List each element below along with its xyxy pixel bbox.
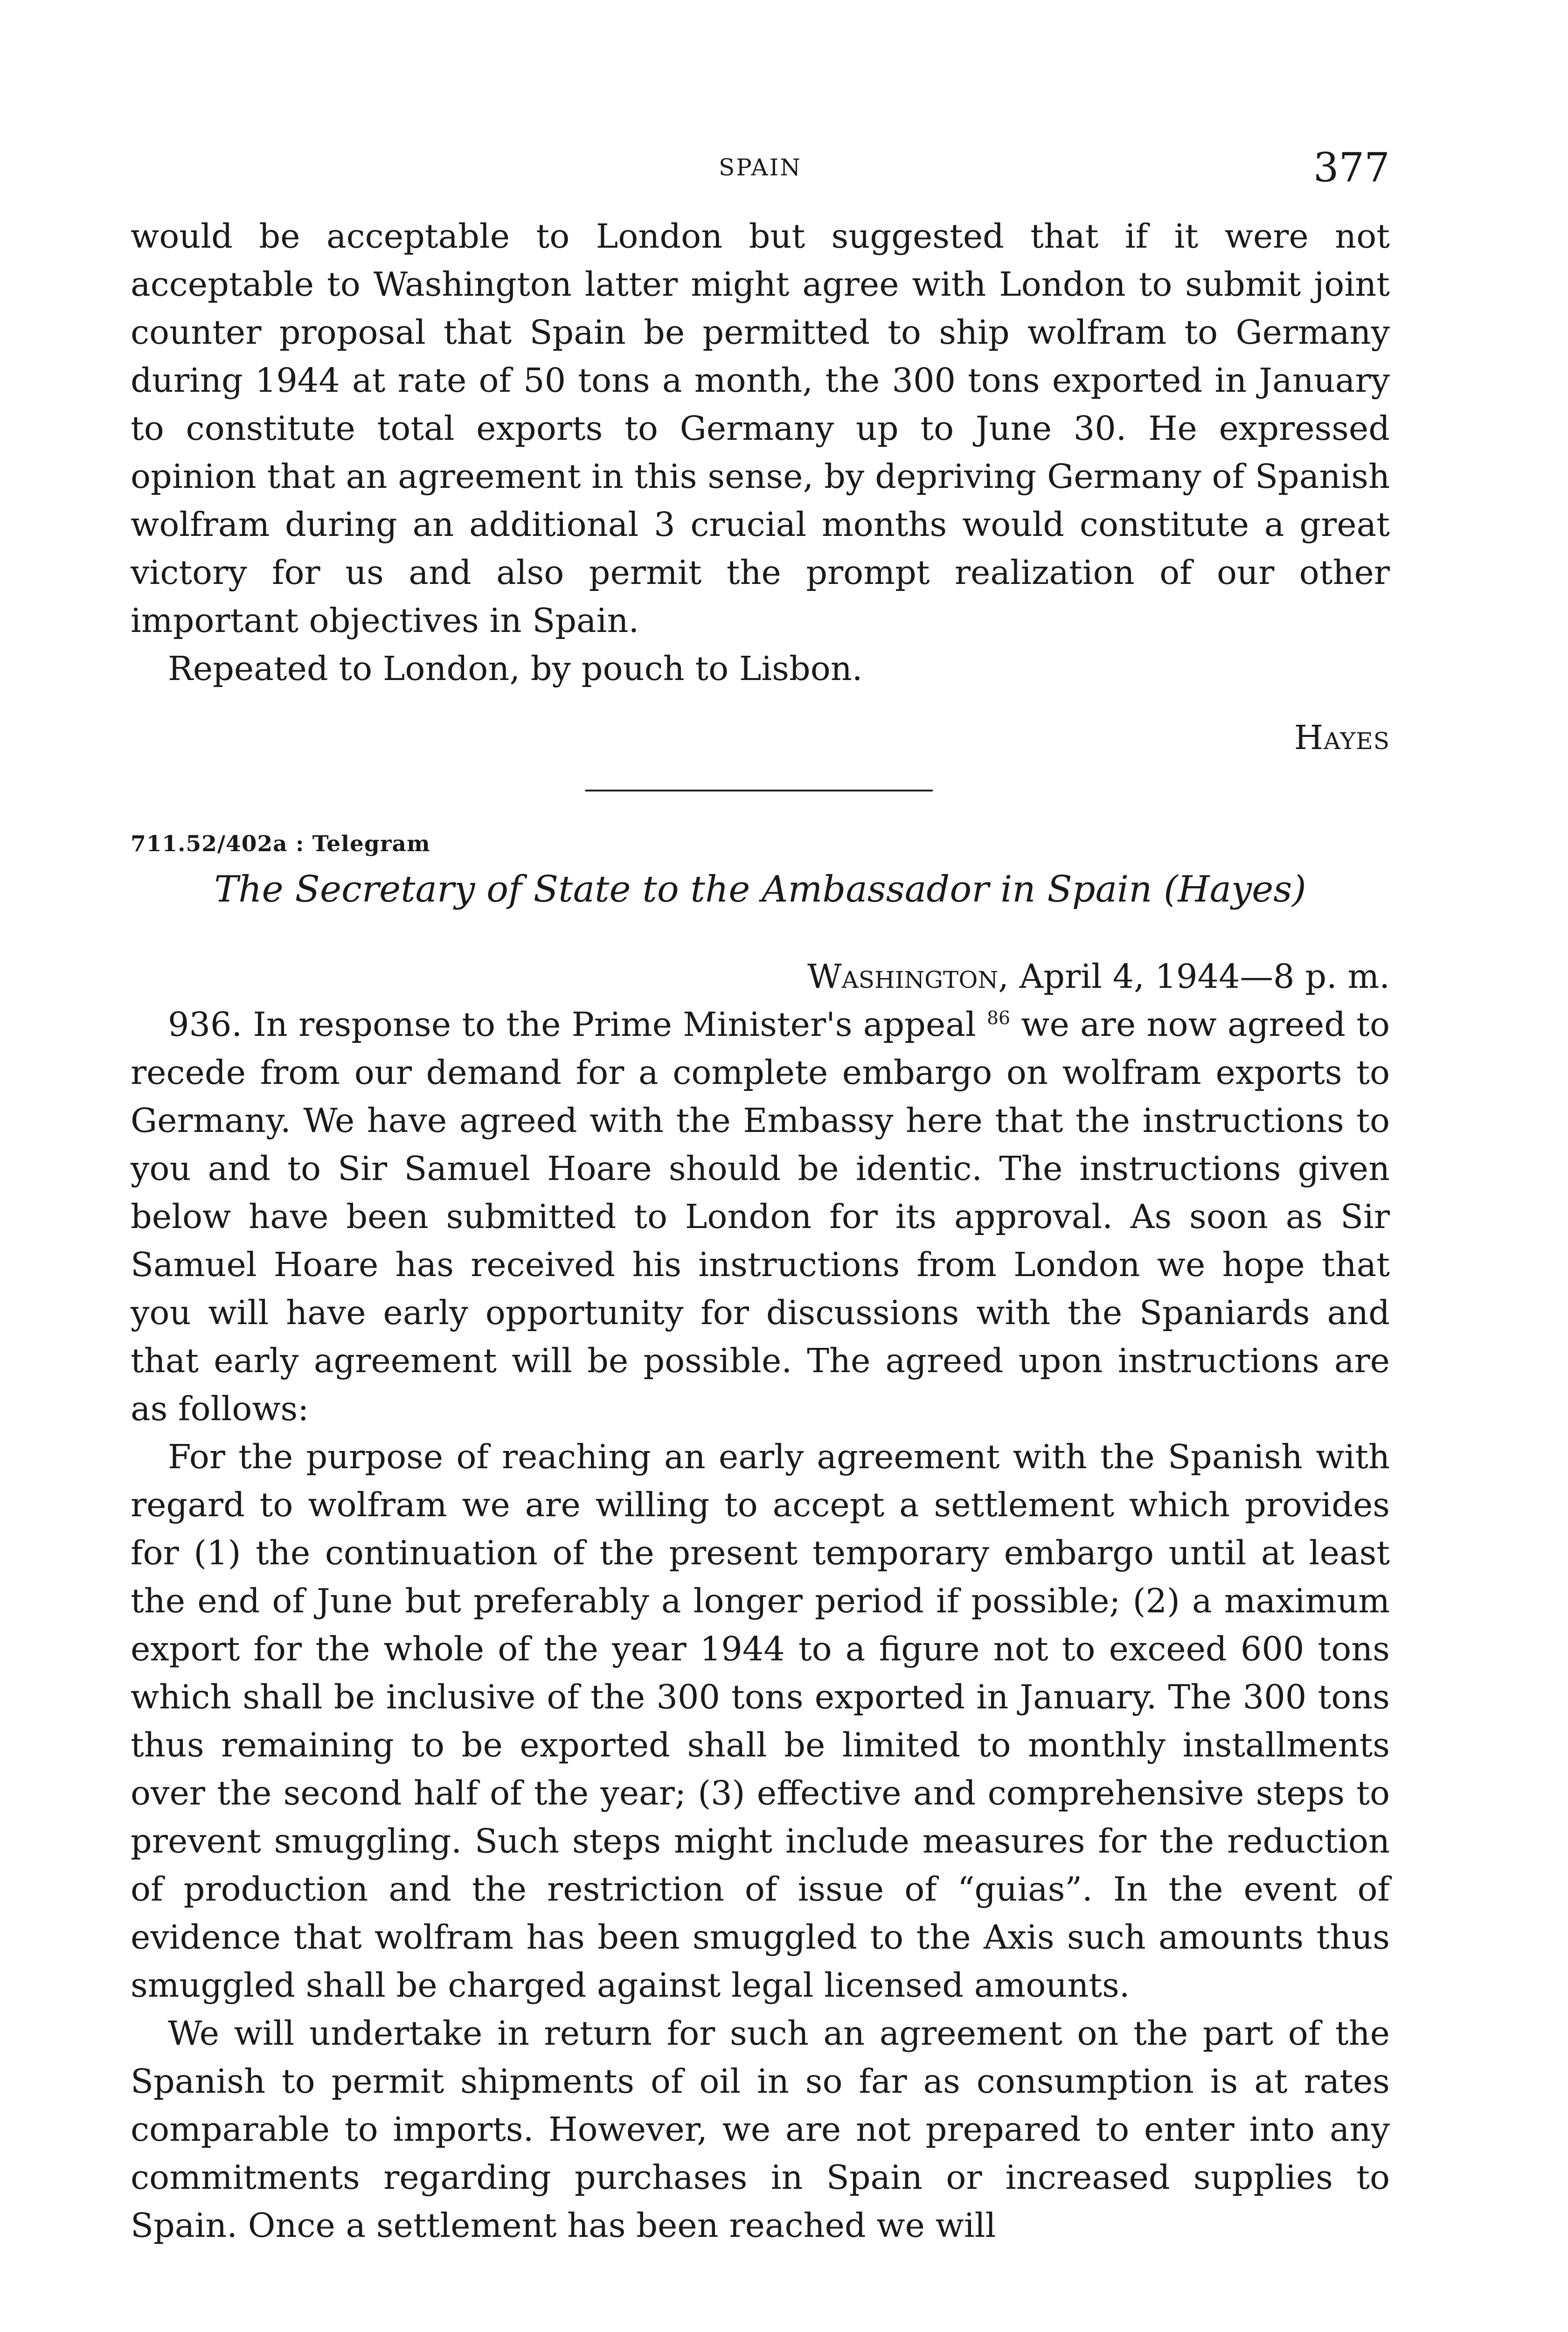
paragraph-936-lead: In response to the Prime Minister's appeal xyxy=(242,1005,987,1044)
page-header xyxy=(131,145,1390,196)
file-reference: 711.52/402a : Telegram xyxy=(131,831,430,857)
document-title: The Secretary of State to the Ambassador in Spain (Hayes) xyxy=(214,868,1306,910)
dateline xyxy=(131,957,1390,996)
paragraph-936 xyxy=(131,1000,1390,1433)
dateline-date: , April 4, 1944—8 p. m. xyxy=(998,957,1390,996)
instructions-paragraph: For the purpose of reaching an early agreement with the Spanish with regard to wolfram we are willing to accept a settlement which provides for (1) the continuation of the present temporary embargo until at least the end of June but preferably a longer period if possible; (2) a maximum export for the whole of the year 1944 to a figure not to exceed 600 tons which shall be inclusive of the 300 tons exported in January. The 300 tons thus remaining to be exported shall be limited to monthly installments over the second half of the year; (3) effective and comprehensive steps to prevent smuggling. Such steps might include measures for the reduction of production and the restriction of issue of “guias”. In the event of evidence that wolfram has been smuggled to the Axis such amounts thus smuggled shall be charged against legal licensed amounts. xyxy=(131,1437,1390,2005)
running-head: SPAIN xyxy=(719,154,802,181)
signature: Hayes xyxy=(1294,718,1390,757)
undertaking-paragraph: We will undertake in return for such an agreement on the part of the Spanish to permit shipments of oil in so far as consumption is at rates comparable to imports. However, we are not prepared to enter into any commitments regarding purchases in Spain or increased supplies to Spain. Once a settlement has been reached we will xyxy=(131,2014,1390,2245)
section-divider xyxy=(585,790,933,791)
footnote-reference: 86 xyxy=(987,1008,1011,1029)
paragraph-number: 936. xyxy=(168,1005,243,1044)
continued-text xyxy=(131,212,1390,693)
paragraph-936-rest: we are now agreed to recede from our demand for a complete embargo on wolfram exports to Germany. We have agreed with the Embassy here that the instructions to you and to Sir Samuel Hoare should be identic. The instructions given below have been submitted to London for its approval. As soon as Sir Samuel Hoare has received his instructions from London we hope that you will have early opportunity for discussions with the Spaniards and that early agreement will be possible. The agreed upon instructions are as follows: xyxy=(131,1005,1390,1428)
dateline-place: Washington xyxy=(807,957,999,996)
repeated-note: Repeated to London, by pouch to Lisbon. xyxy=(168,649,863,688)
telegram-body xyxy=(131,1000,1390,2249)
page-number: 377 xyxy=(1313,145,1390,191)
continued-paragraph: would be acceptable to London but suggested that if it were not acceptable to Washington latter might agree with London to submit joint counter proposal that Spain be permitted to ship wolfram to Germany during 1944 at rate of 50 tons a month, the 300 tons exported in January to constitute total exports to Germany up to June 30. He expressed opinion that an agreement in this sense, by depriving Germany of Spanish wolfram during an additional 3 crucial months would constitute a great victory for us and also permit the prompt realization of our other important objectives in Spain. xyxy=(131,217,1390,640)
